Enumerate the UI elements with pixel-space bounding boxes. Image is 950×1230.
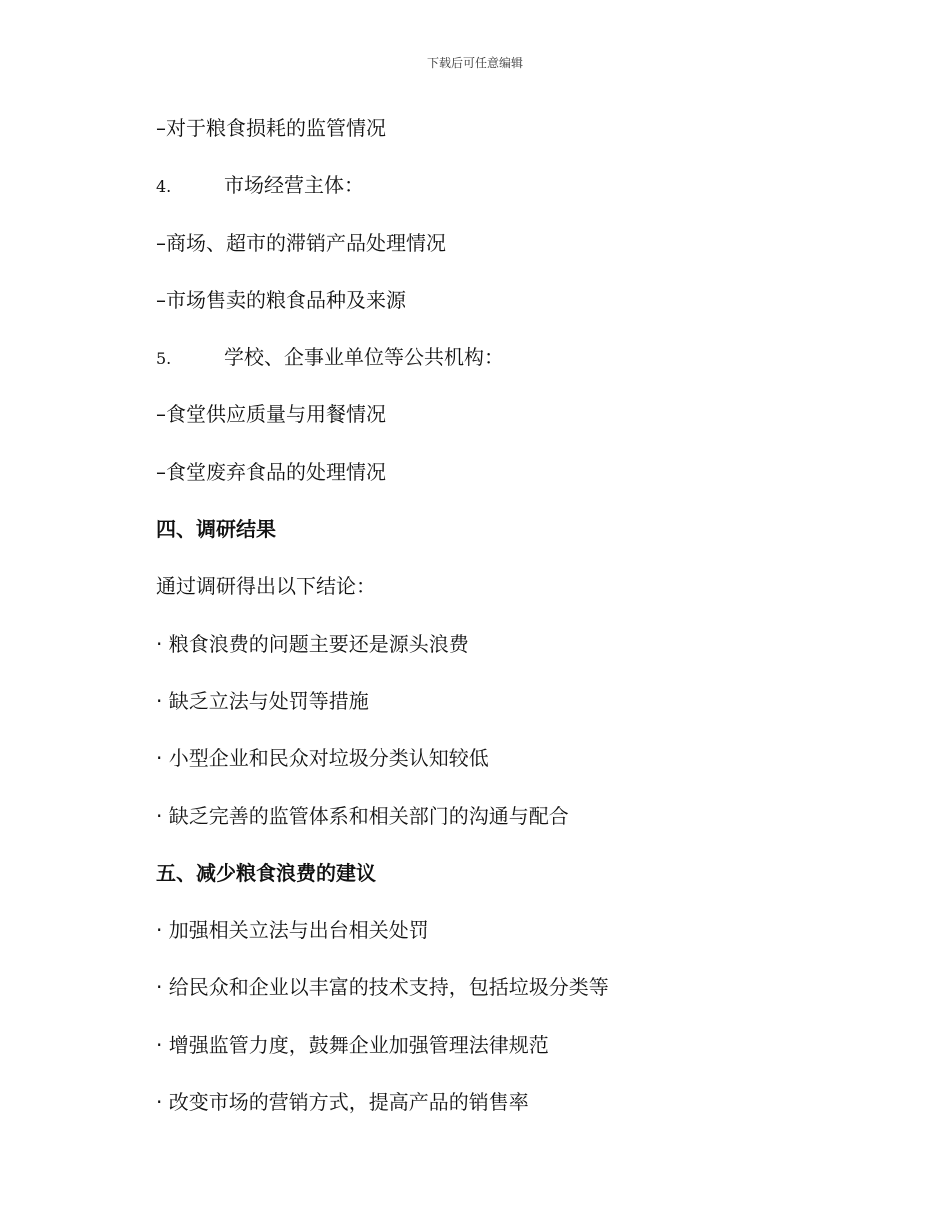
- numbered-item: [156, 170, 856, 227]
- page-header-note: 下载后可任意编辑: [426, 56, 523, 70]
- item-number: 5.: [156, 349, 172, 369]
- sub-item: [156, 113, 856, 170]
- item-number: 4.: [156, 177, 172, 197]
- bullet-item: · 小型企业和民众对垃圾分类认知较低: [156, 746, 489, 771]
- sub-item: [156, 285, 856, 342]
- numbered-item-text: 市场经营主体：: [224, 173, 364, 198]
- numbered-item: [156, 342, 856, 399]
- sub-item-text: –对于粮食损耗的监管情况: [156, 116, 386, 140]
- sub-item: [156, 457, 856, 514]
- bullet-item: · 加强相关立法与出台相关处罚: [156, 918, 429, 943]
- bullet-item: · 缺乏立法与处罚等措施: [156, 688, 369, 713]
- numbered-item-text: 学校、企事业单位等公共机构：: [224, 345, 504, 370]
- sub-item-text: –食堂供应质量与用餐情况: [156, 402, 386, 427]
- section-heading-results: 四、调研结果: [156, 517, 276, 542]
- paragraph: 通过调研得出以下结论：: [156, 574, 376, 599]
- sub-item-text: –商场、超市的滞销产品处理情况: [156, 230, 446, 255]
- sub-item: [156, 399, 856, 456]
- bullet-item: · 粮食浪费的问题主要还是源头浪费: [156, 631, 469, 656]
- section-heading-suggestions: 五、减少粮食浪费的建议: [156, 860, 376, 885]
- bullet-item: · 给民众和企业以丰富的技术支持，包括垃圾分类等: [156, 975, 609, 1000]
- bullet-item: · 缺乏完善的监管体系和相关部门的沟通与配合: [156, 803, 569, 828]
- bullet-item: · 增强监管力度，鼓舞企业加强管理法律规范: [156, 1032, 549, 1057]
- sub-item-text: –食堂废弃食品的处理情况: [156, 459, 386, 484]
- sub-item-text: –市场售卖的粮食品种及来源: [156, 287, 406, 312]
- bullet-item: · 改变市场的营销方式，提高产品的销售率: [156, 1090, 529, 1115]
- sub-item: [156, 228, 856, 285]
- document-body: [156, 113, 856, 1144]
